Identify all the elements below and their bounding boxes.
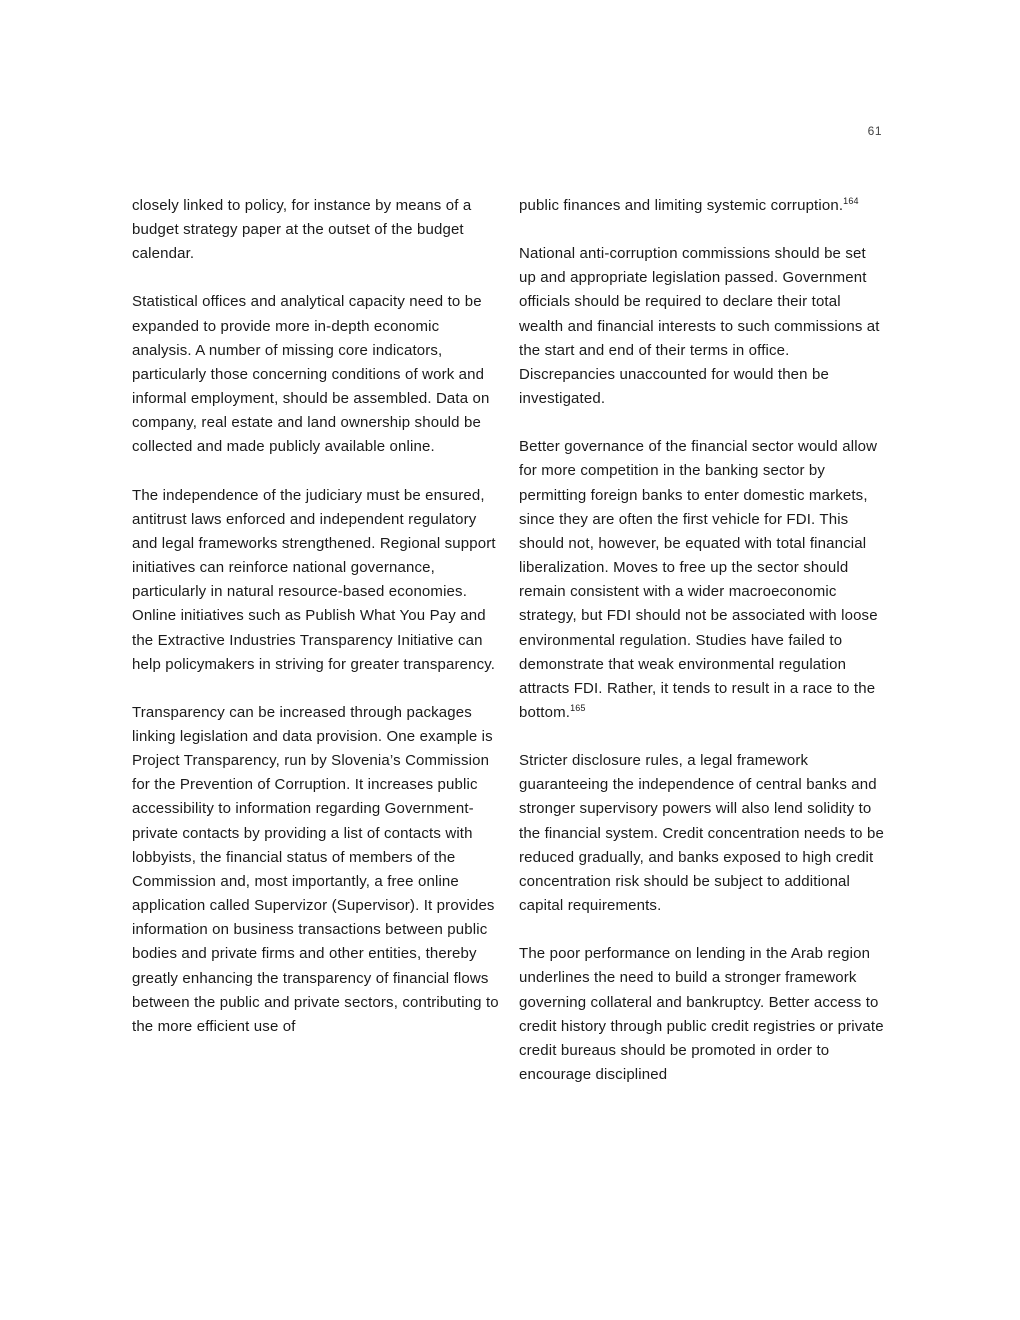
paragraph-text: Statistical offices and analytical capacity need to be expanded to provide more in-depth economic analysis. A number of missing core indicators, particularly those concerning conditions of work and informal employment, should be assembled. Data on company, real estate and land ownership should be collected and made publicly available online. — [132, 293, 490, 456]
footnote-ref-165[interactable]: 165 — [570, 702, 586, 713]
right-paragraph-2 — [519, 242, 887, 411]
paragraph-text: public finances and limiting systemic corruption. — [519, 197, 844, 214]
left-paragraph-3 — [132, 484, 500, 677]
paragraph-text: closely linked to policy, for instance by means of a budget strategy paper at the outset of the budget calendar. — [132, 197, 472, 263]
paragraph-text: Better governance of the financial sector would allow for more competition in the banking sector by permitting foreign banks to enter domestic markets, since they are often the first vehicle for FDI. This should not, however, be equated with total financial liberalization. Moves to free up the sector should remain consistent with a wider macroeconomic strategy, but FDI should not be associated with loose environmental regulation. Studies have failed to demonstrate that weak environmental regulation attracts FDI. Rather, it tends to result in a race to the bottom. — [519, 438, 878, 721]
footnote-ref-164[interactable]: 164 — [843, 196, 859, 206]
left-text-column — [132, 194, 500, 1063]
right-paragraph-5 — [519, 942, 887, 1087]
paragraph-text: The poor performance on lending in the Arab region underlines the need to build a stronger framework governing collateral and bankruptcy. Better access to credit history through public credit registries or private credit bureaus should be promoted in order to encourage disciplined — [519, 945, 884, 1083]
left-paragraph-4 — [132, 701, 500, 1039]
paragraph-text: Transparency can be increased through packages linking legislation and data provision. One example is Project Transparency, run by Slovenia’s Commission for the Prevention of Corruption. It increases public accessibility to information regarding Government-private contacts by providing a list of contacts with lobbyists, the financial status of members of the Commission and, most importantly, a free online application called Supervizor (Supervisor). It provides information on business transactions between public bodies and private firms and other entities, thereby greatly enhancing the transparency of financial flows between the public and private sectors, contributing to the more efficient use of — [132, 703, 499, 1035]
paragraph-text: The independence of the judiciary must be ensured, antitrust laws enforced and independent regulatory and legal frameworks strengthened. Regional support initiatives can reinforce national governance, particularly in natural resource-based economies. Online initiatives such as Publish What You Pay and the Extractive Industries Transparency Initiative can help policymakers in striving for greater transparency. — [132, 486, 496, 673]
right-paragraph-4 — [519, 749, 887, 918]
paragraph-text: National anti-corruption commissions should be set up and appropriate legislation passed. Government officials should be required to declare their total wealth and financial interests to such commissions at the start and end of their terms in office. Discrepancies unaccounted for would then be investigated. — [519, 245, 880, 408]
right-paragraph-1 — [519, 194, 887, 218]
paragraph-text: Stricter disclosure rules, a legal framework guaranteeing the independence of central banks and stronger supervisory powers will also lend solidity to the financial system. Credit concentration needs to be reduced gradually, and banks exposed to high credit concentration risk should be subject to additional capital requirements. — [519, 752, 884, 915]
page-number: 61 — [867, 124, 882, 138]
left-paragraph-2 — [132, 290, 500, 459]
right-paragraph-3 — [519, 435, 887, 725]
right-text-column — [519, 194, 887, 1111]
left-paragraph-1 — [132, 194, 500, 266]
